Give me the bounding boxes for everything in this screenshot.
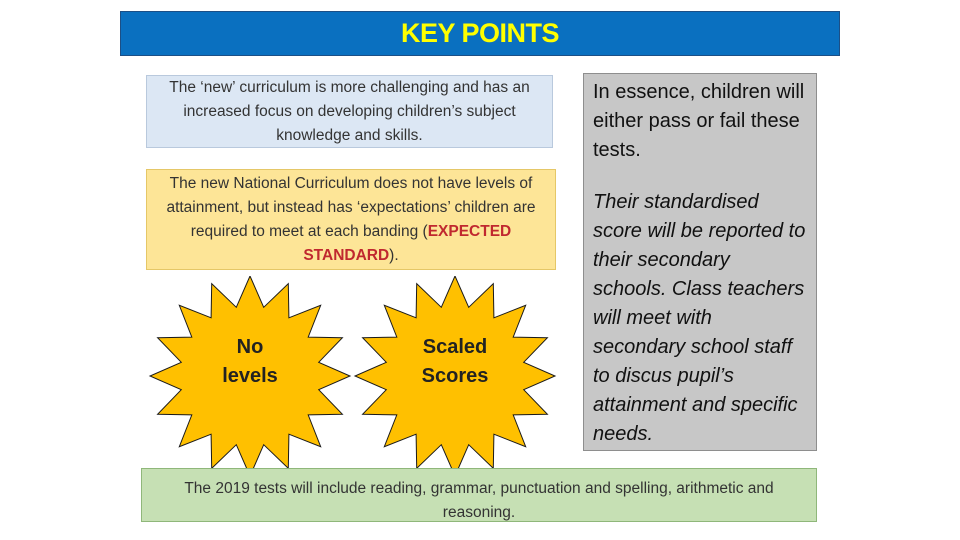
star-label-scaled-scores — [390, 333, 520, 391]
assessment-info-box — [583, 73, 817, 451]
national-curriculum-text-start: The new National Curriculum does not have levels of attainment, but instead has ‘expectations’ children are required to meet at each banding ( — [166, 175, 536, 240]
title-bar — [120, 11, 840, 56]
pass-fail-paragraph: In essence, children will either pass or fail these tests. — [593, 81, 805, 161]
national-curriculum-text-end: ). — [389, 247, 399, 264]
standardised-score-paragraph: Their standardised score will be reported to their secondary schools. Class teachers will meet with secondary school staff to discus pupil’s attainment and specific needs. — [593, 191, 806, 445]
national-curriculum-box — [146, 169, 556, 270]
tests-info-text: The 2019 tests will include reading, grammar, punctuation and spelling, arithmetic and reasoning. — [184, 480, 774, 521]
tests-info-box — [141, 468, 817, 522]
curriculum-note-box — [146, 75, 553, 148]
star-label-line: Scaled — [422, 336, 488, 358]
star-label-no-levels — [185, 333, 315, 391]
star-label-line: levels — [222, 365, 278, 387]
slide-title: KEY POINTS — [400, 18, 560, 48]
star-label-line: No — [236, 336, 264, 358]
curriculum-note-text: The ‘new’ curriculum is more challenging and has an increased focus on developing children’s subject knowledge and skills. — [169, 79, 530, 144]
national-curriculum-text — [153, 172, 549, 268]
expected-standard-highlight: EXPECTED STANDARD — [303, 223, 512, 264]
star-label-line: Scores — [421, 365, 489, 387]
